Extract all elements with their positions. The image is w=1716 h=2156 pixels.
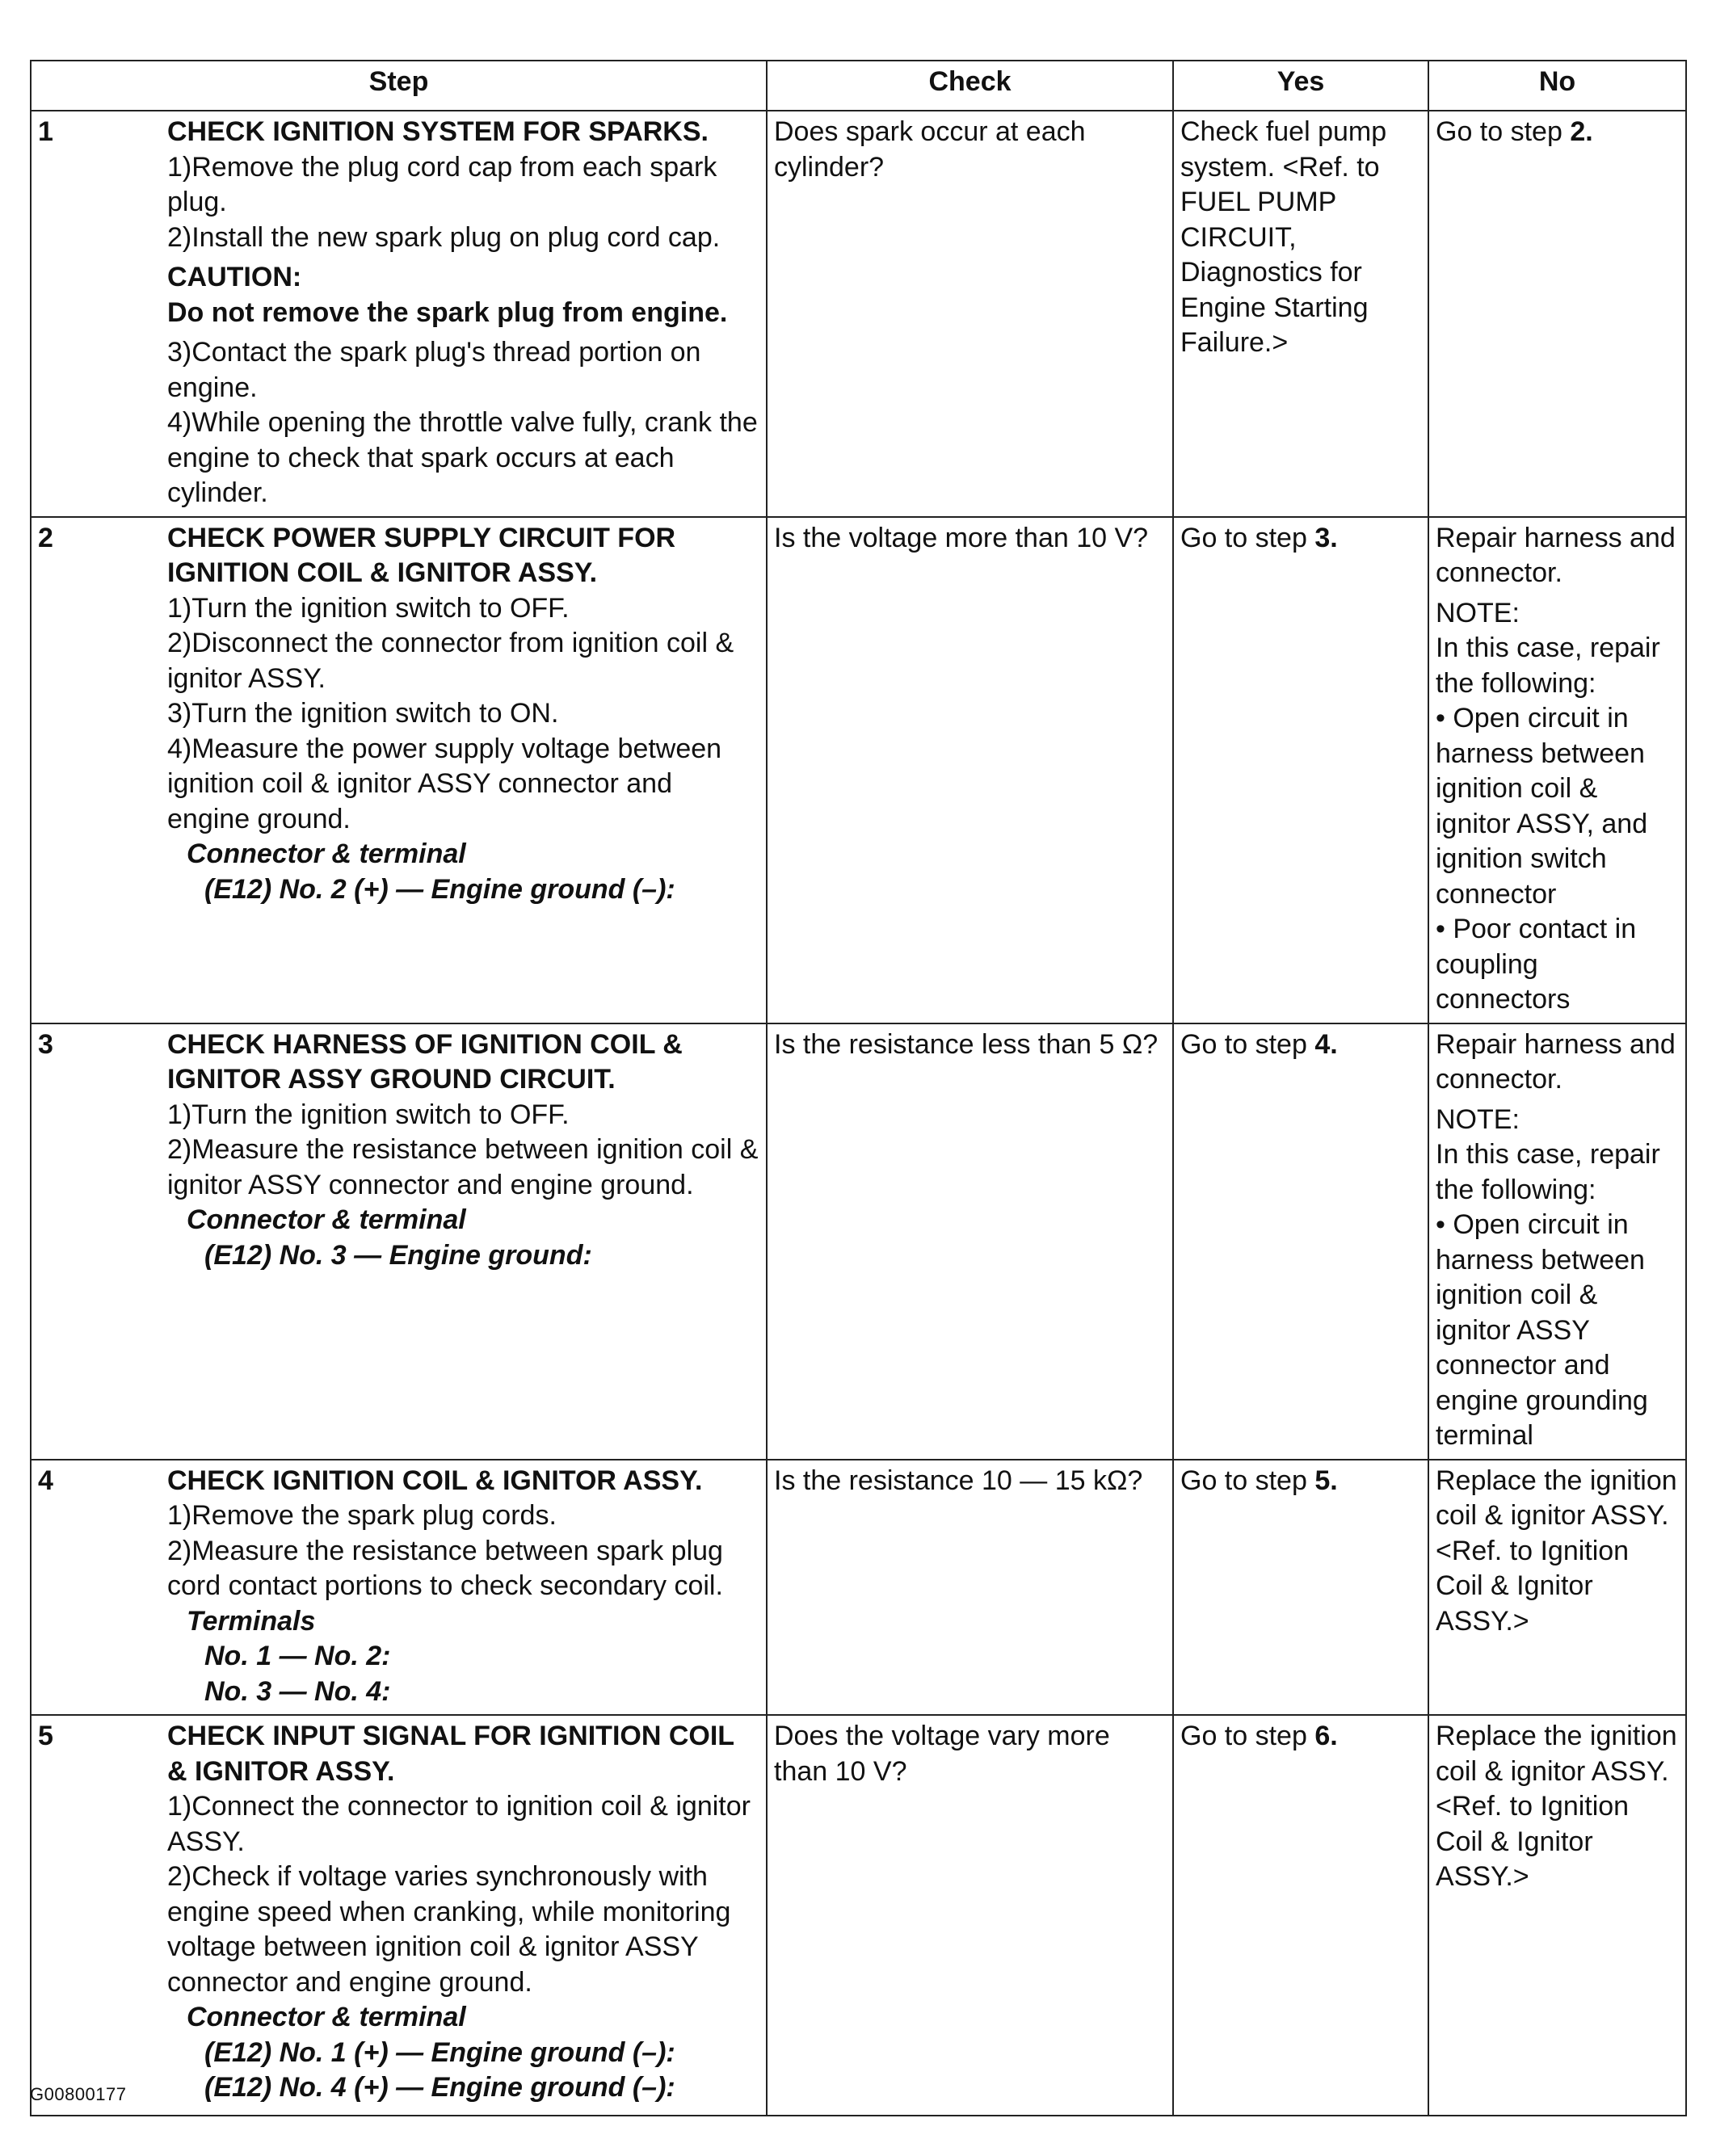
step-cell bbox=[31, 517, 767, 1023]
figure-code: G00800177 bbox=[30, 2084, 127, 2104]
note-bullet: • Poor contact in coupling connectors bbox=[1436, 914, 1637, 1015]
spec-line: No. 3 — No. 4: bbox=[204, 1675, 391, 1707]
instruction: 4)Measure the power supply voltage between ignition coil & ignitor ASSY connector and engine ground. bbox=[167, 733, 722, 834]
spec-title: Connector & terminal bbox=[187, 1204, 466, 1235]
spec-line: (E12) No. 4 (+) — Engine ground (–): bbox=[204, 2072, 675, 2103]
instruction: 1)Remove the spark plug cords. bbox=[167, 1500, 557, 1531]
instruction: 1)Connect the connector to ignition coil & ignitor ASSY. bbox=[167, 1791, 751, 1857]
no-cell bbox=[1428, 1023, 1686, 1460]
check-cell: Is the voltage more than 10 V? bbox=[767, 517, 1173, 1023]
step-cell bbox=[31, 1715, 767, 2116]
no-main: Repair harness and connector. bbox=[1436, 522, 1676, 588]
step-title: CHECK HARNESS OF IGNITION COIL & IGNITOR ASSY GROUND CIRCUIT. bbox=[167, 1028, 683, 1095]
step-cell bbox=[31, 111, 767, 517]
note-text: In this case, repair the following: bbox=[1436, 1139, 1660, 1205]
check-cell: Is the resistance 10 — 15 kΩ? bbox=[767, 1460, 1173, 1716]
yes-prefix: Go to step bbox=[1180, 1721, 1315, 1751]
spec-line: (E12) No. 2 (+) — Engine ground (–): bbox=[204, 873, 675, 905]
table-row bbox=[31, 111, 1686, 517]
check-cell: Is the resistance less than 5 Ω? bbox=[767, 1023, 1173, 1460]
spec-line: (E12) No. 3 — Engine ground: bbox=[204, 1239, 592, 1271]
step-number: 1 bbox=[38, 116, 53, 147]
step-cell bbox=[31, 1460, 767, 1716]
step-title: CHECK IGNITION SYSTEM FOR SPARKS. bbox=[167, 116, 709, 147]
caution-label: CAUTION: bbox=[167, 262, 302, 292]
step-number: 5 bbox=[38, 1721, 53, 1751]
instruction: 1)Turn the ignition switch to OFF. bbox=[167, 592, 570, 624]
header-no: No bbox=[1428, 61, 1686, 111]
instruction: 2)Disconnect the connector from ignition coil & ignitor ASSY. bbox=[167, 628, 734, 694]
table-row bbox=[31, 1460, 1686, 1716]
yes-prefix: Go to step bbox=[1180, 1028, 1315, 1060]
instruction: 4)While opening the throttle valve fully, crank the engine to check that spark occurs at each cylinder. bbox=[167, 407, 758, 508]
caution-text: Do not remove the spark plug from engine. bbox=[167, 296, 728, 328]
yes-cell bbox=[1173, 1460, 1428, 1716]
instruction: 2)Install the new spark plug on plug cord cap. bbox=[167, 221, 721, 253]
note-bullet: • Open circuit in harness between ignition coil & ignitor ASSY connector and engine grounding terminal bbox=[1436, 1209, 1648, 1451]
yes-cell bbox=[1173, 517, 1428, 1023]
instruction: 2)Measure the resistance between spark plug cord contact portions to check secondary coil. bbox=[167, 1535, 723, 1601]
no-cell: Replace the ignition coil & ignitor ASSY. <Ref. to Ignition Coil & Ignitor ASSY.> bbox=[1428, 1460, 1686, 1716]
note-label: NOTE: bbox=[1436, 597, 1520, 628]
yes-step-ref: 3. bbox=[1314, 522, 1338, 553]
yes-step-ref: 6. bbox=[1314, 1721, 1338, 1751]
yes-prefix: Go to step bbox=[1180, 522, 1315, 553]
no-cell bbox=[1428, 517, 1686, 1023]
header-row bbox=[31, 61, 1686, 111]
note-label: NOTE: bbox=[1436, 1103, 1520, 1135]
yes-step-ref: 5. bbox=[1314, 1465, 1338, 1496]
step-title: CHECK INPUT SIGNAL FOR IGNITION COIL & IGNITOR ASSY. bbox=[167, 1721, 734, 1787]
table-row bbox=[31, 1023, 1686, 1460]
yes-step-ref: 4. bbox=[1314, 1028, 1338, 1060]
instruction: 3)Contact the spark plug's thread portion on engine. bbox=[167, 337, 701, 403]
check-cell: Does the voltage vary more than 10 V? bbox=[767, 1715, 1173, 2116]
spec-title: Connector & terminal bbox=[187, 838, 466, 869]
yes-cell: Check fuel pump system. <Ref. to FUEL PUMP CIRCUIT, Diagnostics for Engine Starting Failure.> bbox=[1173, 111, 1428, 517]
no-step-ref: 2. bbox=[1570, 116, 1593, 147]
no-cell bbox=[1428, 111, 1686, 517]
step-cell bbox=[31, 1023, 767, 1460]
no-cell: Replace the ignition coil & ignitor ASSY. <Ref. to Ignition Coil & Ignitor ASSY.> bbox=[1428, 1715, 1686, 2116]
instruction: 3)Turn the ignition switch to ON. bbox=[167, 698, 559, 729]
step-number: 4 bbox=[38, 1465, 53, 1496]
yes-prefix: Go to step bbox=[1180, 1465, 1315, 1496]
diagnostic-table bbox=[30, 60, 1687, 2116]
instruction: 2)Check if voltage varies synchronously with engine speed when cranking, while monitoring voltage between ignition coil & ignitor ASSY connector and engine ground. bbox=[167, 1861, 731, 1998]
note-bullet: • Open circuit in harness between ignition coil & ignitor ASSY, and ignition switch connector bbox=[1436, 703, 1648, 910]
no-main: Repair harness and connector. bbox=[1436, 1028, 1676, 1095]
header-check: Check bbox=[767, 61, 1173, 111]
instruction: 2)Measure the resistance between ignition coil & ignitor ASSY connector and engine ground. bbox=[167, 1134, 759, 1200]
spec-line: (E12) No. 1 (+) — Engine ground (–): bbox=[204, 2036, 675, 2068]
yes-cell bbox=[1173, 1023, 1428, 1460]
header-step: Step bbox=[31, 61, 767, 111]
check-cell: Does spark occur at each cylinder? bbox=[767, 111, 1173, 517]
spec-title: Connector & terminal bbox=[187, 2002, 466, 2032]
yes-cell bbox=[1173, 1715, 1428, 2116]
spec-title: Terminals bbox=[187, 1605, 316, 1637]
step-number: 2 bbox=[38, 522, 53, 553]
step-number: 3 bbox=[38, 1028, 53, 1060]
table-row bbox=[31, 517, 1686, 1023]
spec-line: No. 1 — No. 2: bbox=[204, 1641, 391, 1671]
header-yes: Yes bbox=[1173, 61, 1428, 111]
table-row bbox=[31, 1715, 1686, 2116]
no-prefix: Go to step bbox=[1436, 116, 1571, 147]
note-text: In this case, repair the following: bbox=[1436, 633, 1660, 699]
step-title: CHECK POWER SUPPLY CIRCUIT FOR IGNITION COIL & IGNITOR ASSY. bbox=[167, 522, 676, 588]
step-title: CHECK IGNITION COIL & IGNITOR ASSY. bbox=[167, 1465, 703, 1496]
instruction: 1)Remove the plug cord cap from each spark plug. bbox=[167, 151, 717, 217]
instruction: 1)Turn the ignition switch to OFF. bbox=[167, 1099, 570, 1130]
